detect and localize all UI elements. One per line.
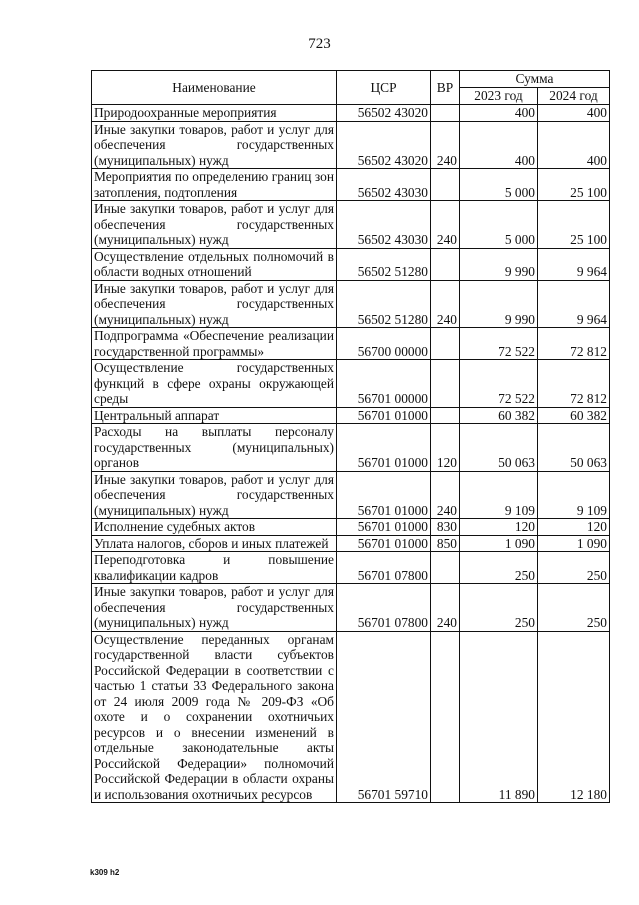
- table-row: [92, 471, 610, 519]
- row-name: Иные закупки товаров, работ и услуг для обеспечения государственных (муниципальных) нужд: [92, 121, 337, 169]
- row-vr: [431, 407, 460, 424]
- table-row: [92, 519, 610, 536]
- row-vr: 240: [431, 121, 460, 169]
- table-row: [92, 280, 610, 328]
- header-vr: ВР: [431, 71, 460, 105]
- table-row: [92, 360, 610, 408]
- table-row: [92, 248, 610, 280]
- row-name: Осуществление переданных органам государственной власти субъектов Российской Федерации в соответствии с частью 1 статьи 33 Федерального закона от 24 июля 2009 года № 209-ФЗ «Об охоте и о сохранении охотничьих ресурсов и о внесении изменений в отдельные законодательные акты Российской Федерации» полномочий Российской Федерации в области охраны и использования охотничьих ресурсов: [92, 631, 337, 803]
- row-sum-2023: 72 522: [460, 360, 538, 408]
- row-sum-2023: 120: [460, 519, 538, 536]
- budget-table: [91, 70, 610, 803]
- row-sum-2023: 250: [460, 584, 538, 632]
- row-sum-2023: 9 990: [460, 248, 538, 280]
- row-sum-2024: 9 964: [538, 280, 610, 328]
- row-sum-2023: 72 522: [460, 328, 538, 360]
- row-csr: 56701 01000: [337, 407, 431, 424]
- row-vr: [431, 248, 460, 280]
- header-year-2024: 2024 год: [538, 88, 610, 105]
- table-row: [92, 105, 610, 122]
- row-sum-2024: 50 063: [538, 424, 610, 472]
- table-row: [92, 328, 610, 360]
- row-vr: 830: [431, 519, 460, 536]
- row-name: Уплата налогов, сборов и иных платежей: [92, 535, 337, 552]
- row-name: Иные закупки товаров, работ и услуг для обеспечения государственных (муниципальных) нужд: [92, 280, 337, 328]
- row-csr: 56701 01000: [337, 535, 431, 552]
- row-name: Исполнение судебных актов: [92, 519, 337, 536]
- header-sum: Сумма: [460, 71, 610, 88]
- table-row: [92, 407, 610, 424]
- row-name: Иные закупки товаров, работ и услуг для обеспечения государственных (муниципальных) нужд: [92, 584, 337, 632]
- row-sum-2023: 9 990: [460, 280, 538, 328]
- row-name: Подпрограмма «Обеспечение реализации государственной программы»: [92, 328, 337, 360]
- row-csr: 56502 43030: [337, 201, 431, 249]
- row-vr: [431, 631, 460, 803]
- row-csr: 56701 01000: [337, 471, 431, 519]
- row-name: Мероприятия по определению границ зон затопления, подтопления: [92, 169, 337, 201]
- row-sum-2023: 50 063: [460, 424, 538, 472]
- row-csr: 56502 43020: [337, 105, 431, 122]
- row-csr: 56701 07800: [337, 584, 431, 632]
- row-name: Иные закупки товаров, работ и услуг для обеспечения государственных (муниципальных) нужд: [92, 201, 337, 249]
- row-csr: 56502 51280: [337, 280, 431, 328]
- row-vr: 120: [431, 424, 460, 472]
- row-sum-2024: 1 090: [538, 535, 610, 552]
- row-vr: 240: [431, 201, 460, 249]
- row-csr: 56502 43020: [337, 121, 431, 169]
- row-vr: [431, 169, 460, 201]
- row-sum-2023: 5 000: [460, 201, 538, 249]
- row-vr: 850: [431, 535, 460, 552]
- table-row: [92, 552, 610, 584]
- table-row: [92, 169, 610, 201]
- row-sum-2023: 1 090: [460, 535, 538, 552]
- row-vr: [431, 105, 460, 122]
- table-row: [92, 631, 610, 803]
- row-sum-2024: 12 180: [538, 631, 610, 803]
- row-name: Осуществление отдельных полномочий в области водных отношений: [92, 248, 337, 280]
- row-csr: 56700 00000: [337, 328, 431, 360]
- row-csr: 56701 07800: [337, 552, 431, 584]
- row-sum-2023: 250: [460, 552, 538, 584]
- row-csr: 56701 00000: [337, 360, 431, 408]
- row-sum-2023: 5 000: [460, 169, 538, 201]
- header-year-2023: 2023 год: [460, 88, 538, 105]
- row-sum-2024: 120: [538, 519, 610, 536]
- row-sum-2024: 25 100: [538, 201, 610, 249]
- table-row: [92, 424, 610, 472]
- row-sum-2024: 60 382: [538, 407, 610, 424]
- row-sum-2024: 9 109: [538, 471, 610, 519]
- row-sum-2023: 60 382: [460, 407, 538, 424]
- row-name: Природоохранные мероприятия: [92, 105, 337, 122]
- row-sum-2023: 400: [460, 121, 538, 169]
- table-row: [92, 201, 610, 249]
- row-sum-2024: 250: [538, 552, 610, 584]
- row-sum-2023: 11 890: [460, 631, 538, 803]
- row-csr: 56502 43030: [337, 169, 431, 201]
- row-csr: 56502 51280: [337, 248, 431, 280]
- row-vr: 240: [431, 584, 460, 632]
- row-vr: 240: [431, 471, 460, 519]
- header-csr: ЦСР: [337, 71, 431, 105]
- table-row: [92, 584, 610, 632]
- table-row: [92, 121, 610, 169]
- row-vr: 240: [431, 280, 460, 328]
- header-name: Наименование: [92, 71, 337, 105]
- row-name: Переподготовка и повышение квалификации кадров: [92, 552, 337, 584]
- row-sum-2024: 72 812: [538, 328, 610, 360]
- row-name: Иные закупки товаров, работ и услуг для обеспечения государственных (муниципальных) нужд: [92, 471, 337, 519]
- row-sum-2024: 400: [538, 121, 610, 169]
- row-csr: 56701 59710: [337, 631, 431, 803]
- row-name: Осуществление государственных функций в сфере охраны окружающей среды: [92, 360, 337, 408]
- row-sum-2023: 9 109: [460, 471, 538, 519]
- row-vr: [431, 360, 460, 408]
- row-sum-2024: 400: [538, 105, 610, 122]
- page-number: 723: [308, 36, 331, 52]
- row-sum-2024: 9 964: [538, 248, 610, 280]
- footer-code: k309 h2: [90, 868, 120, 877]
- row-sum-2024: 72 812: [538, 360, 610, 408]
- row-vr: [431, 328, 460, 360]
- row-sum-2023: 400: [460, 105, 538, 122]
- table-row: [92, 535, 610, 552]
- row-csr: 56701 01000: [337, 519, 431, 536]
- row-name: Расходы на выплаты персоналу государственных (муниципальных) органов: [92, 424, 337, 472]
- row-name: Центральный аппарат: [92, 407, 337, 424]
- row-vr: [431, 552, 460, 584]
- row-csr: 56701 01000: [337, 424, 431, 472]
- row-sum-2024: 25 100: [538, 169, 610, 201]
- row-sum-2024: 250: [538, 584, 610, 632]
